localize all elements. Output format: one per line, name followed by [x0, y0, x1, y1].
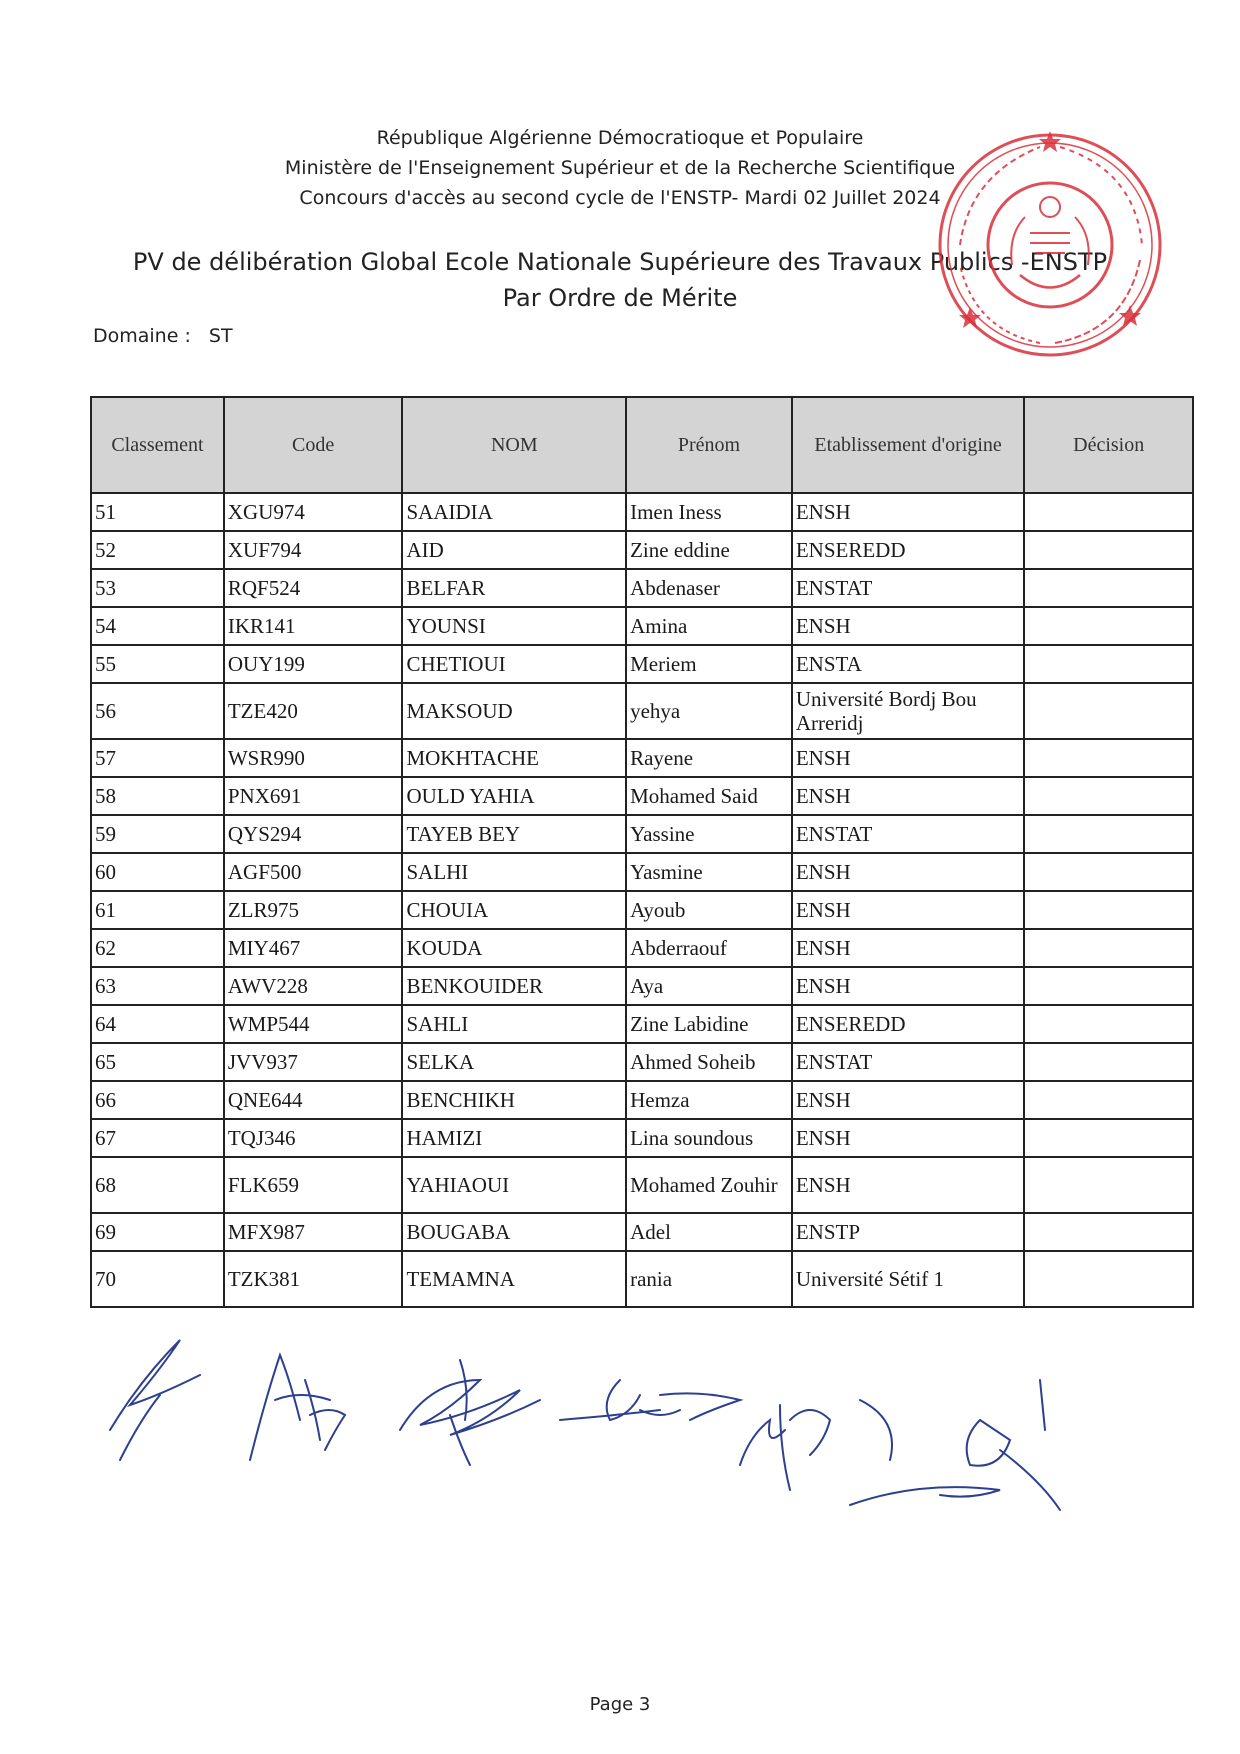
- cell-classement: 60: [91, 853, 224, 891]
- cell-etablissement: ENSTAT: [792, 815, 1025, 853]
- cell-nom: MAKSOUD: [402, 683, 626, 739]
- cell-prenom: Imen Iness: [626, 493, 792, 531]
- cell-etablissement: ENSH: [792, 967, 1025, 1005]
- cell-classement: 53: [91, 569, 224, 607]
- table-row: [91, 1081, 1193, 1119]
- cell-decision: [1024, 777, 1193, 815]
- cell-etablissement: ENSH: [792, 493, 1025, 531]
- domain-value: ST: [208, 325, 233, 347]
- table-row: [91, 607, 1193, 645]
- cell-prenom: Aya: [626, 967, 792, 1005]
- cell-classement: 67: [91, 1119, 224, 1157]
- cell-classement: 58: [91, 777, 224, 815]
- cell-decision: [1024, 1213, 1193, 1251]
- table-row: [91, 739, 1193, 777]
- cell-nom: SAHLI: [402, 1005, 626, 1043]
- cell-code: FLK659: [224, 1157, 403, 1213]
- cell-classement: 68: [91, 1157, 224, 1213]
- signature-6: [850, 1380, 1060, 1510]
- cell-classement: 55: [91, 645, 224, 683]
- domain-label: Domaine :: [93, 325, 191, 347]
- cell-classement: 64: [91, 1005, 224, 1043]
- results-table: [90, 396, 1194, 1308]
- cell-etablissement: ENSH: [792, 1157, 1025, 1213]
- domain-line: [93, 325, 245, 347]
- cell-nom: KOUDA: [402, 929, 626, 967]
- cell-nom: SAAIDIA: [402, 493, 626, 531]
- table-row: [91, 1213, 1193, 1251]
- cell-prenom: Zine Labidine: [626, 1005, 792, 1043]
- cell-nom: BELFAR: [402, 569, 626, 607]
- cell-classement: 52: [91, 531, 224, 569]
- table-row: [91, 891, 1193, 929]
- cell-etablissement: ENSTAT: [792, 569, 1025, 607]
- page-number: Page 3: [589, 1694, 651, 1715]
- cell-decision: [1024, 967, 1193, 1005]
- cell-decision: [1024, 493, 1193, 531]
- table-row: [91, 645, 1193, 683]
- cell-code: AGF500: [224, 853, 403, 891]
- table-header-row: [91, 397, 1193, 493]
- cell-etablissement: ENSH: [792, 929, 1025, 967]
- cell-etablissement: ENSH: [792, 1081, 1025, 1119]
- cell-nom: TAYEB BEY: [402, 815, 626, 853]
- cell-prenom: Rayene: [626, 739, 792, 777]
- table-row: [91, 569, 1193, 607]
- cell-decision: [1024, 739, 1193, 777]
- cell-etablissement: Université Bordj Bou Arreridj: [792, 683, 1025, 739]
- header-ministry: Ministère de l'Enseignement Supérieur et de la Recherche Scientifique: [284, 157, 956, 179]
- header-code: Code: [224, 397, 403, 493]
- cell-decision: [1024, 607, 1193, 645]
- cell-code: IKR141: [224, 607, 403, 645]
- cell-prenom: Meriem: [626, 645, 792, 683]
- signature-5: [740, 1400, 892, 1490]
- table-row: [91, 853, 1193, 891]
- cell-decision: [1024, 1119, 1193, 1157]
- signatures: [100, 1320, 1200, 1520]
- cell-nom: CHETIOUI: [402, 645, 626, 683]
- document-subtitle: Par Ordre de Mérite: [502, 284, 738, 312]
- cell-nom: YAHIAOUI: [402, 1157, 626, 1213]
- cell-decision: [1024, 929, 1193, 967]
- cell-code: XGU974: [224, 493, 403, 531]
- cell-etablissement: ENSH: [792, 1119, 1025, 1157]
- table-row: [91, 493, 1193, 531]
- cell-code: OUY199: [224, 645, 403, 683]
- cell-classement: 61: [91, 891, 224, 929]
- cell-code: MIY467: [224, 929, 403, 967]
- cell-decision: [1024, 815, 1193, 853]
- cell-prenom: Mohamed Said: [626, 777, 792, 815]
- table-body: [91, 493, 1193, 1307]
- cell-nom: HAMIZI: [402, 1119, 626, 1157]
- table-row: [91, 777, 1193, 815]
- cell-classement: 51: [91, 493, 224, 531]
- cell-classement: 69: [91, 1213, 224, 1251]
- table-row: [91, 531, 1193, 569]
- cell-prenom: Adel: [626, 1213, 792, 1251]
- table-row: [91, 1119, 1193, 1157]
- cell-prenom: Yasmine: [626, 853, 792, 891]
- cell-code: TZE420: [224, 683, 403, 739]
- cell-decision: [1024, 531, 1193, 569]
- document-title: PV de délibération Global Ecole Nationale Supérieure des Travaux Publics -ENSTP: [132, 248, 1108, 276]
- header-nom: NOM: [402, 397, 626, 493]
- cell-nom: SALHI: [402, 853, 626, 891]
- cell-code: JVV937: [224, 1043, 403, 1081]
- cell-prenom: Abdenaser: [626, 569, 792, 607]
- cell-prenom: yehya: [626, 683, 792, 739]
- cell-code: XUF794: [224, 531, 403, 569]
- cell-nom: MOKHTACHE: [402, 739, 626, 777]
- cell-nom: AID: [402, 531, 626, 569]
- cell-etablissement: ENSH: [792, 739, 1025, 777]
- cell-nom: SELKA: [402, 1043, 626, 1081]
- cell-prenom: Lina soundous: [626, 1119, 792, 1157]
- cell-code: QNE644: [224, 1081, 403, 1119]
- cell-classement: 70: [91, 1251, 224, 1307]
- cell-classement: 63: [91, 967, 224, 1005]
- table-row: [91, 967, 1193, 1005]
- cell-nom: OULD YAHIA: [402, 777, 626, 815]
- cell-decision: [1024, 891, 1193, 929]
- header-prenom: Prénom: [626, 397, 792, 493]
- cell-etablissement: Université Sétif 1: [792, 1251, 1025, 1307]
- table-row: [91, 1005, 1193, 1043]
- cell-decision: [1024, 1005, 1193, 1043]
- cell-etablissement: ENSH: [792, 777, 1025, 815]
- table-row: [91, 1043, 1193, 1081]
- cell-code: PNX691: [224, 777, 403, 815]
- cell-etablissement: ENSH: [792, 607, 1025, 645]
- cell-prenom: Hemza: [626, 1081, 792, 1119]
- cell-code: QYS294: [224, 815, 403, 853]
- cell-code: WSR990: [224, 739, 403, 777]
- cell-classement: 62: [91, 929, 224, 967]
- cell-decision: [1024, 1081, 1193, 1119]
- cell-prenom: rania: [626, 1251, 792, 1307]
- signature-4: [560, 1380, 740, 1420]
- cell-code: MFX987: [224, 1213, 403, 1251]
- cell-decision: [1024, 1157, 1193, 1213]
- cell-classement: 56: [91, 683, 224, 739]
- table-row: [91, 929, 1193, 967]
- cell-etablissement: ENSEREDD: [792, 1005, 1025, 1043]
- cell-code: RQF524: [224, 569, 403, 607]
- cell-prenom: Zine eddine: [626, 531, 792, 569]
- cell-decision: [1024, 1251, 1193, 1307]
- cell-nom: BENCHIKH: [402, 1081, 626, 1119]
- cell-classement: 66: [91, 1081, 224, 1119]
- cell-decision: [1024, 683, 1193, 739]
- cell-code: WMP544: [224, 1005, 403, 1043]
- cell-classement: 57: [91, 739, 224, 777]
- cell-decision: [1024, 645, 1193, 683]
- cell-code: ZLR975: [224, 891, 403, 929]
- header-etablissement: Etablissement d'origine: [792, 397, 1025, 493]
- table-row: [91, 1157, 1193, 1213]
- signature-3: [400, 1360, 540, 1465]
- cell-etablissement: ENSTA: [792, 645, 1025, 683]
- cell-prenom: Ahmed Soheib: [626, 1043, 792, 1081]
- header-classement: Classement: [91, 397, 224, 493]
- cell-prenom: Abderraouf: [626, 929, 792, 967]
- header-republic: République Algérienne Démocratioque et Populaire: [376, 127, 864, 149]
- cell-decision: [1024, 1043, 1193, 1081]
- header-decision: Décision: [1024, 397, 1193, 493]
- cell-prenom: Mohamed Zouhir: [626, 1157, 792, 1213]
- cell-etablissement: ENSTP: [792, 1213, 1025, 1251]
- table-row: [91, 815, 1193, 853]
- cell-prenom: Ayoub: [626, 891, 792, 929]
- official-seal-stamp: [930, 125, 1170, 365]
- cell-nom: YOUNSI: [402, 607, 626, 645]
- cell-prenom: Yassine: [626, 815, 792, 853]
- cell-etablissement: ENSTAT: [792, 1043, 1025, 1081]
- header-contest: Concours d'accès au second cycle de l'ENSTP- Mardi 02 Juillet 2024: [299, 187, 941, 209]
- table-row: [91, 1251, 1193, 1307]
- cell-etablissement: ENSEREDD: [792, 531, 1025, 569]
- cell-code: TQJ346: [224, 1119, 403, 1157]
- cell-decision: [1024, 853, 1193, 891]
- table-row: [91, 683, 1193, 739]
- cell-decision: [1024, 569, 1193, 607]
- cell-prenom: Amina: [626, 607, 792, 645]
- cell-nom: CHOUIA: [402, 891, 626, 929]
- cell-nom: BENKOUIDER: [402, 967, 626, 1005]
- cell-classement: 54: [91, 607, 224, 645]
- signature-1: [110, 1340, 200, 1460]
- cell-classement: 59: [91, 815, 224, 853]
- cell-etablissement: ENSH: [792, 853, 1025, 891]
- cell-code: TZK381: [224, 1251, 403, 1307]
- cell-classement: 65: [91, 1043, 224, 1081]
- cell-nom: TEMAMNA: [402, 1251, 626, 1307]
- cell-code: AWV228: [224, 967, 403, 1005]
- cell-etablissement: ENSH: [792, 891, 1025, 929]
- cell-nom: BOUGABA: [402, 1213, 626, 1251]
- signature-2: [250, 1355, 345, 1460]
